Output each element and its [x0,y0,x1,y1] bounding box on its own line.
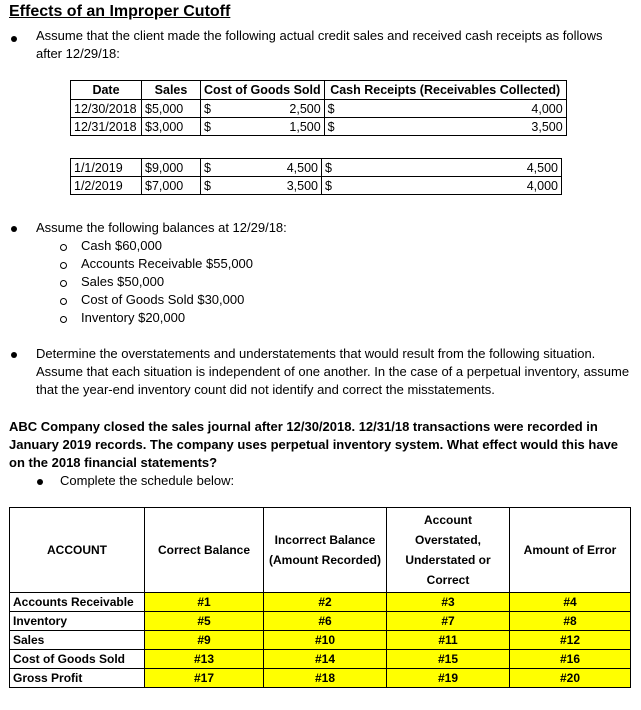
table-row [71,159,562,177]
balance-item: Cost of Goods Sold $30,000 [81,292,245,307]
instructions-text: Determine the overstatements and understatements that would result from the following situation. Assume that each situation is independent of one another. In the case of a perpetual inventory, assume that the year-end inventory count did not identify and correct the misstatements. [36,346,630,397]
cell-currency: $ [201,177,218,195]
bullet-dot [11,226,17,232]
cell-cash: 3,500 [341,118,567,136]
sub-bullet-circle [60,244,67,251]
table-row [71,100,567,118]
cell-date: 12/30/2018 [71,100,142,118]
schedule-table [9,507,631,688]
table-row [10,612,631,631]
cell-currency: $ [324,100,341,118]
answer-cell[interactable]: #1 [145,593,264,612]
balance-item: Accounts Receivable $55,000 [81,256,254,271]
cell-date: 12/31/2018 [71,118,142,136]
answer-cell[interactable]: #14 [264,650,387,669]
col-header-correct-balance: Correct Balance [145,508,264,593]
cell-cash: 4,500 [338,159,562,177]
sub-bullet-circle [60,280,67,287]
table-row [71,177,562,195]
answer-cell[interactable]: #6 [264,612,387,631]
cell-cogs: 2,500 [217,100,324,118]
col-header-sales: Sales [142,81,201,100]
cell-cogs: 1,500 [217,118,324,136]
cell-sales: $3,000 [142,118,201,136]
col-header-account: ACCOUNT [10,508,145,593]
cell-date: 1/1/2019 [71,159,142,177]
account-name: Accounts Receivable [10,593,145,612]
col-header-incorrect-balance: Incorrect Balance (Amount Recorded) [264,508,387,593]
table-row [10,593,631,612]
answer-cell[interactable]: #12 [510,631,631,650]
intro-text: Assume that the client made the following actual credit sales and received cash receipts as follows after 12/29/18: [36,28,603,61]
cell-currency: $ [322,159,339,177]
transactions-table-jan [70,158,562,195]
cell-sales: $5,000 [142,100,201,118]
scenario-text: ABC Company closed the sales journal after 12/30/2018. 12/31/18 transactions were recorded in January 2019 records. The company uses perpetual inventory system. What effect would this have on the 2018 financial statements? [9,419,619,470]
col-header-direction: Account Overstated, Understated or Correct [387,508,510,593]
cell-date: 1/2/2019 [71,177,142,195]
answer-cell[interactable]: #18 [264,669,387,688]
sub-bullet-circle [60,298,67,305]
page-title: Effects of an Improper Cutoff [9,3,231,20]
answer-cell[interactable]: #9 [145,631,264,650]
table-row [10,669,631,688]
account-name: Cost of Goods Sold [10,650,145,669]
sub-bullet-circle [60,316,67,323]
answer-cell[interactable]: #5 [145,612,264,631]
col-header-amount-error: Amount of Error [510,508,631,593]
bullet-dot [37,479,43,485]
account-name: Sales [10,631,145,650]
answer-cell[interactable]: #13 [145,650,264,669]
cell-cogs: 3,500 [217,177,322,195]
answer-cell[interactable]: #8 [510,612,631,631]
answer-cell[interactable]: #3 [387,593,510,612]
cell-currency: $ [201,118,218,136]
answer-cell[interactable]: #20 [510,669,631,688]
cell-cogs: 4,500 [217,159,322,177]
cell-cash: 4,000 [338,177,562,195]
answer-cell[interactable]: #4 [510,593,631,612]
bullet-dot [11,36,17,42]
account-name: Inventory [10,612,145,631]
table-row [71,118,567,136]
cell-currency: $ [201,159,218,177]
account-name: Gross Profit [10,669,145,688]
cell-currency: $ [322,177,339,195]
col-header-cash: Cash Receipts (Receivables Collected) [324,81,566,100]
answer-cell[interactable]: #11 [387,631,510,650]
answer-cell[interactable]: #19 [387,669,510,688]
answer-cell[interactable]: #10 [264,631,387,650]
table-row [10,650,631,669]
balance-item: Inventory $20,000 [81,310,186,325]
cell-sales: $7,000 [142,177,201,195]
answer-cell[interactable]: #2 [264,593,387,612]
cell-currency: $ [324,118,341,136]
cell-sales: $9,000 [142,159,201,177]
schedule-instruction: Complete the schedule below: [60,473,235,488]
answer-cell[interactable]: #16 [510,650,631,669]
bullet-dot [11,352,17,358]
balance-item: Cash $60,000 [81,238,162,253]
answer-cell[interactable]: #7 [387,612,510,631]
cell-cash: 4,000 [341,100,567,118]
balances-intro: Assume the following balances at 12/29/18: [36,220,287,235]
table-row [10,631,631,650]
transactions-table-dec [70,80,567,136]
sub-bullet-circle [60,262,67,269]
answer-cell[interactable]: #17 [145,669,264,688]
answer-cell[interactable]: #15 [387,650,510,669]
balance-item: Sales $50,000 [81,274,165,289]
col-header-cogs: Cost of Goods Sold [201,81,325,100]
col-header-date: Date [71,81,142,100]
cell-currency: $ [201,100,218,118]
